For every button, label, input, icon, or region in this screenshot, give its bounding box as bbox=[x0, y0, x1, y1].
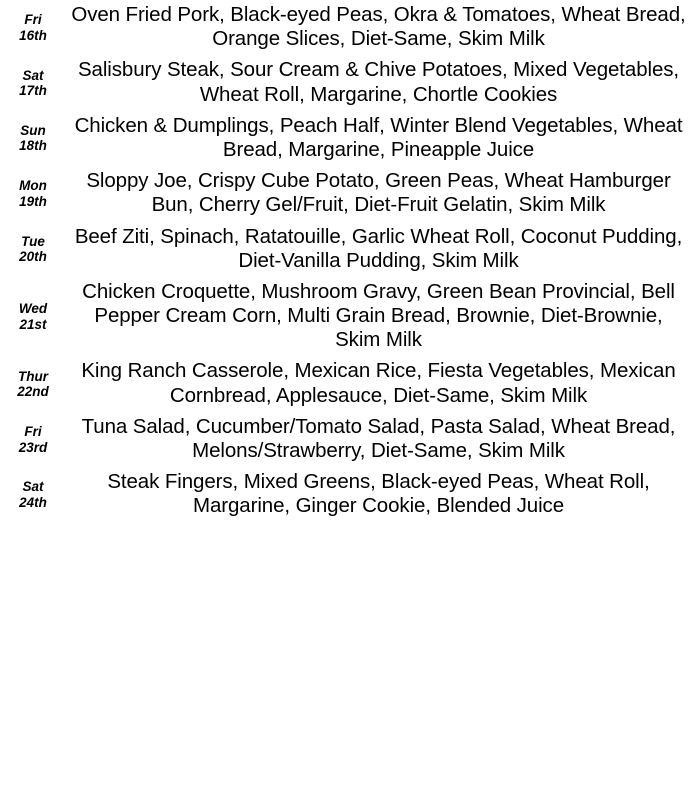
day-number: 22nd bbox=[17, 384, 49, 400]
day-number: 21st bbox=[19, 316, 47, 332]
day-number: 19th bbox=[19, 193, 47, 209]
menu-items: Sloppy Joe, Crispy Cube Potato, Green Peas, Wheat Hamburger Bun, Cherry Gel/Fruit, Diet-Fruit Gelatin, Skim Milk bbox=[86, 169, 671, 217]
menu-items: Oven Fried Pork, Black-eyed Peas, Okra & Tomatoes, Wheat Bread, Orange Slices, Diet-Same, Skim Milk bbox=[71, 3, 686, 51]
day-cell bbox=[0, 412, 66, 467]
day-cell bbox=[0, 467, 66, 522]
table-row bbox=[0, 111, 691, 166]
table-row bbox=[0, 55, 691, 110]
table-row bbox=[0, 277, 691, 357]
day-abbreviation: Mon bbox=[19, 178, 47, 194]
day-abbreviation: Sat bbox=[22, 67, 44, 83]
day-cell bbox=[0, 0, 66, 55]
day-number: 23rd bbox=[18, 439, 48, 455]
day-abbreviation: Tue bbox=[21, 233, 45, 249]
day-number: 16th bbox=[19, 27, 47, 43]
table-row bbox=[0, 467, 691, 522]
day-number: 18th bbox=[19, 138, 47, 154]
day-number: 24th bbox=[19, 494, 47, 510]
menu-items: King Ranch Casserole, Mexican Rice, Fiesta Vegetables, Mexican Cornbread, Applesauce, Diet-Same, Skim Milk bbox=[81, 359, 676, 407]
table-row bbox=[0, 0, 691, 55]
menu-items: Salisbury Steak, Sour Cream & Chive Potatoes, Mixed Vegetables, Wheat Roll, Margarine, Chortle Cookies bbox=[77, 58, 680, 106]
table-row bbox=[0, 356, 691, 411]
menu-items: Chicken Croquette, Mushroom Gravy, Green Bean Provincial, Bell Pepper Cream Corn, Multi Grain Bread, Brownie, Diet-Brownie, Skim Milk bbox=[82, 279, 675, 352]
day-abbreviation: Sun bbox=[20, 122, 46, 138]
table-row bbox=[0, 222, 691, 277]
day-cell bbox=[0, 166, 66, 221]
day-cell bbox=[0, 356, 66, 411]
day-number: 17th bbox=[19, 83, 47, 99]
day-cell bbox=[0, 111, 66, 166]
day-cell bbox=[0, 222, 66, 277]
menu-items: Steak Fingers, Mixed Greens, Black-eyed Peas, Wheat Roll, Margarine, Ginger Cookie, Blended Juice bbox=[107, 470, 650, 518]
menu-items: Tuna Salad, Cucumber/Tomato Salad, Pasta Salad, Wheat Bread, Melons/Strawberry, Diet-Same, Skim Milk bbox=[81, 414, 676, 462]
day-number: 20th bbox=[19, 249, 47, 265]
table-row bbox=[0, 412, 691, 467]
menu-items: Chicken & Dumplings, Peach Half, Winter Blend Vegetables, Wheat Bread, Margarine, Pineapple Juice bbox=[74, 113, 683, 161]
day-abbreviation: Thur bbox=[18, 368, 48, 384]
day-abbreviation: Sat bbox=[22, 479, 44, 495]
day-abbreviation: Wed bbox=[18, 301, 48, 317]
day-abbreviation: Fri bbox=[24, 423, 42, 439]
day-cell bbox=[0, 277, 66, 357]
menu-items: Beef Ziti, Spinach, Ratatouille, Garlic Wheat Roll, Coconut Pudding, Diet-Vanilla Pudding, Skim Milk bbox=[74, 224, 683, 272]
day-abbreviation: Fri bbox=[24, 12, 42, 28]
day-cell bbox=[0, 55, 66, 110]
table-row bbox=[0, 166, 691, 221]
